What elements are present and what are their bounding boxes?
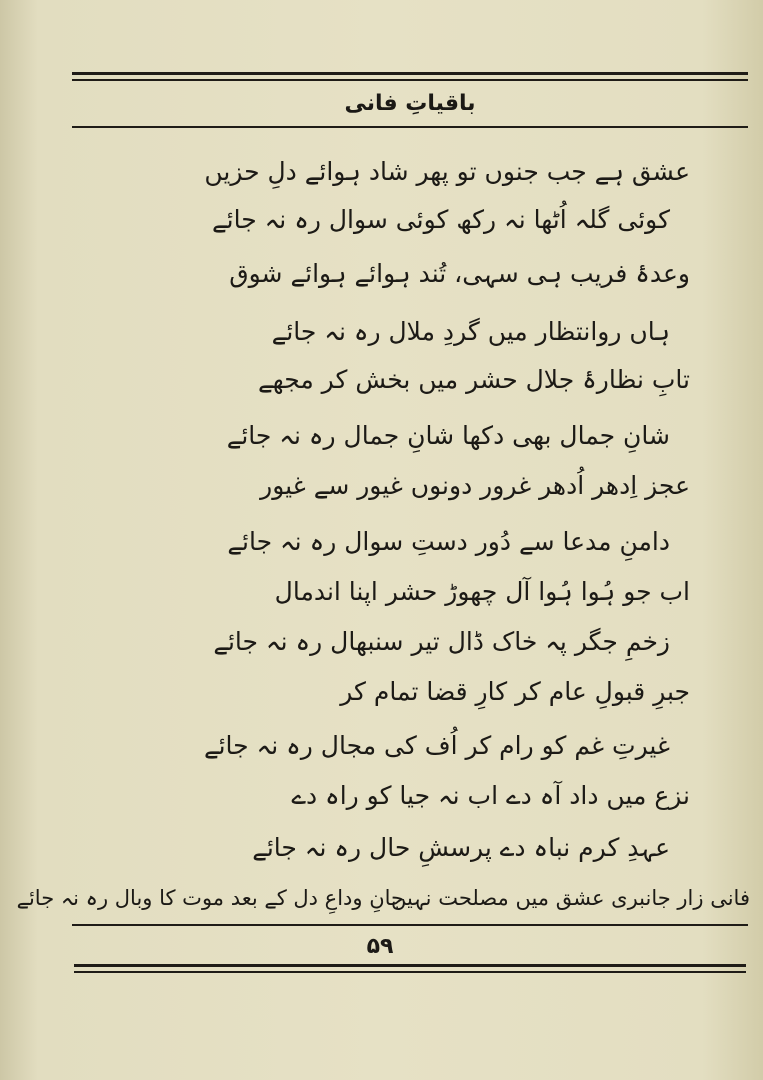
verse-line: عہدِ کرم نباہ دے پرسشِ حال رہ نہ جائے <box>252 833 670 862</box>
top-double-rule-lower <box>72 79 748 81</box>
verse-line: وعدۂ فریب ہی سہی، تُند ہوائے ہوائے شوق <box>229 259 690 288</box>
verse-line: شانِ جمال بھی دکھا شانِ جمال رہ نہ جائے <box>226 421 670 450</box>
page-number: ۵۹ <box>366 934 394 959</box>
bottom-double-rule-lower <box>74 971 746 973</box>
running-header-title: باقیاتِ فانی <box>344 91 476 116</box>
header-underline-rule <box>72 126 748 128</box>
bottom-double-rule-upper <box>74 964 746 967</box>
verse-line: غیرتِ غم کو رام کر اُف کی مجال رہ نہ جائے <box>203 731 670 760</box>
maqta-first-half: فانی زار جانبری عشق میں مصلحت نہیں <box>391 886 750 910</box>
verse-line: زخمِ جگر پہ خاک ڈال تیر سنبھال رہ نہ جائے <box>213 627 670 656</box>
verse-line: عجز اِدھر اُدھر غرور دونوں غیور سے غیور <box>260 471 690 500</box>
verse-line: اب جو ہُوا ہُوا آل چھوڑ حشر اپنا اندمال <box>274 577 690 606</box>
footer-rule <box>72 924 748 926</box>
verse-line: ہاں روانتظار میں گردِ ملال رہ نہ جائے <box>271 317 670 346</box>
verse-line: تابِ نظارۂ جلال حشر میں بخش کر مجھے <box>258 365 690 394</box>
verse-line: جبرِ قبولِ عام کر کارِ قضا تمام کر <box>340 677 690 706</box>
verse-line: دامنِ مدعا سے دُور دستِ سوال رہ نہ جائے <box>227 527 670 556</box>
top-double-rule-upper <box>72 72 748 75</box>
verse-line: عشق ہے جب جنوں تو پھر شاد ہوائے دلِ حزیں <box>204 157 690 186</box>
verse-line: کوئی گلہ اُٹھا نہ رکھ کوئی سوال رہ نہ جائے <box>212 205 670 234</box>
maqta-second-half: جانِ وداعِ دل کے بعد موت کا وبال رہ نہ جائے <box>16 886 404 910</box>
verse-line: نزع میں داد آہ دے اب نہ جیا کو راہ دے <box>291 781 690 810</box>
